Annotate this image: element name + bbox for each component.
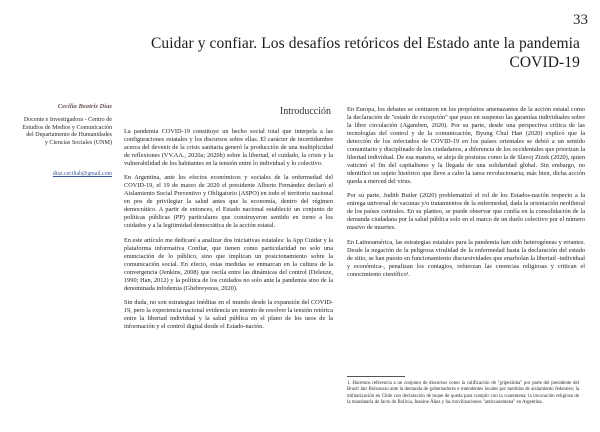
author-affiliation: Docente e Investigadora - Centro de Estudios de Medios y Comunicación del Departamento de Humanidades y Ciencias Sociales (UNM) <box>22 117 112 146</box>
article-title: Cuidar y confiar. Los desafíos retóricos del Estado ante la pandemia COVID-19 <box>150 35 580 71</box>
paragraph: Sin duda, no son estrategias inéditas en el mundo desde la expansión del COVID-19, pero la experiencia nacional evidencia un intento de resolver la tensión retórica entre la libertad individual y la salud pública en el plano de los usos de la información y el control digital desde el Estado-nación. <box>124 298 333 330</box>
section-heading: Introducción <box>279 106 331 117</box>
paragraph: En Latinoamérica, las estrategias estatales para la pandemia han sido heterogéneas y errantes. Desde la negación de la peligrosa virulidad de la enfermedad hasta la declaración del estado de sitio, se han puesto en funcionamiento discursividades que enarbolan la libertad -individual y económica-, penalizan los contagios, refuerzan las creencias religiosas y critican el conocimiento científico¹. <box>347 238 585 278</box>
paragraph: La pandemia COVID-19 constituye un hecho social total que interpela a las configuraciones estatales y los discursos sobre ellas. El carácter de incertidumbre acerca del devenir de la crisis sanitaria generó la producción de una multiplicidad de reflexiones (VV.AA., 2020a; 2020b) sobre la libertad, el cuidado, la crisis y la vulnerabilidad de los habitantes en la tensión entre lo individual y lo colectivo. <box>124 128 333 167</box>
text-column-left <box>124 106 333 337</box>
footnote-divider <box>347 376 405 377</box>
page-number: 33 <box>573 12 588 28</box>
text-column-right <box>347 106 585 285</box>
footnote: 1. Hacemos referencia a un conjunto de discursos como la calificación de "gripezinha" por parte del presidente del Brasil Jair Bolsonaro ante la demanda de gobernadores e intendentes locales por medidas de aislamiento federales; la militarización en Chile con declaración de toque de queda para cumplir con la cuarentena; la invocación religiosa de la mandataria de facto de Bolivia, Jeanine Áñez y las movilizaciones "anticuarentena" en Argentina. <box>347 381 579 405</box>
author-name: Cecilia Beatriz Díaz <box>57 103 112 110</box>
paragraph: En Argentina, ante los efectos económicos y sociales de la enfermedad del COVID-19, el 19 de marzo de 2020 el presidente Alberto Fernández declaró el Aislamiento Social Preventivo y Obligatorio (ASPO) en todo el territorio nacional en pos de privilegiar la salud antes que la economía, dentro del régimen democrático. A partir de entonces, el Estado nacional estableció un conjunto de políticas públicas (PP) particulares que construyeron sentido en torno a los cuidados y a la legitimidad democrática de la acción estatal. <box>124 174 333 230</box>
author-email-link[interactable]: diaz.ceciliab@gmail.com <box>52 171 112 177</box>
paragraph: En Europa, los debates se centraron en los propósitos amenazantes de la acción estatal como la declaración de "estado de excepción" que puso en suspenso las garantías individuales sobre la libre circulación (Agamben, 2020). Por su parte, desde una perspectiva crítica de las tecnologías del control y de la comunicación, Byung Chul Han (2020) explicó que la detección de los infectados de COVID-19 en los países orientales se debió a un sentido comunitario y disciplinado de los ciudadanos, a diferencia de los occidentales que priorizan la libertad individual. De esa manera, se aleja de posturas como la de Slavoj Zizek (2020), quien vaticinó el fin del capitalismo y la llegada de una solidaridad global. Sin embargo, no identificó un sujeto histórico que lleve a cabo la tarea revolucionaria; más bien, dicha acción queda a merced del virus. <box>347 106 585 185</box>
paragraph: En este artículo me dedicaré a analizar dos iniciativas estatales: la App Cuidar y la plataforma informativa Confiar, que tienen como particularidad no solo una enunciación de lo público, sino que implican un posicionamiento sobre la comunicación social. En efecto, estas medidas se enmarcan en la cultura de la convergencia (Jenkins, 2008) que oscila entre las dinámicas del control (Deleuze, 1990; Han, 2012) y la política de los cuidados no solo ante la pandemia sino de la denominada infodemia (Ghebreyesus, 2020). <box>124 236 333 292</box>
paragraph: Por su parte, Judith Butler (2020) problematizó el rol de los Estados-nación respecto a la entrega universal de vacunas y/o tratamientos de la enfermedad, dada la orientación neoliberal de los países centrales. En su planteo, se puede observar que confía en la consolidación de la demanda ciudadana por la salud pública solo en el marco de un duelo colectivo por el número masivo de muertes. <box>347 192 585 232</box>
